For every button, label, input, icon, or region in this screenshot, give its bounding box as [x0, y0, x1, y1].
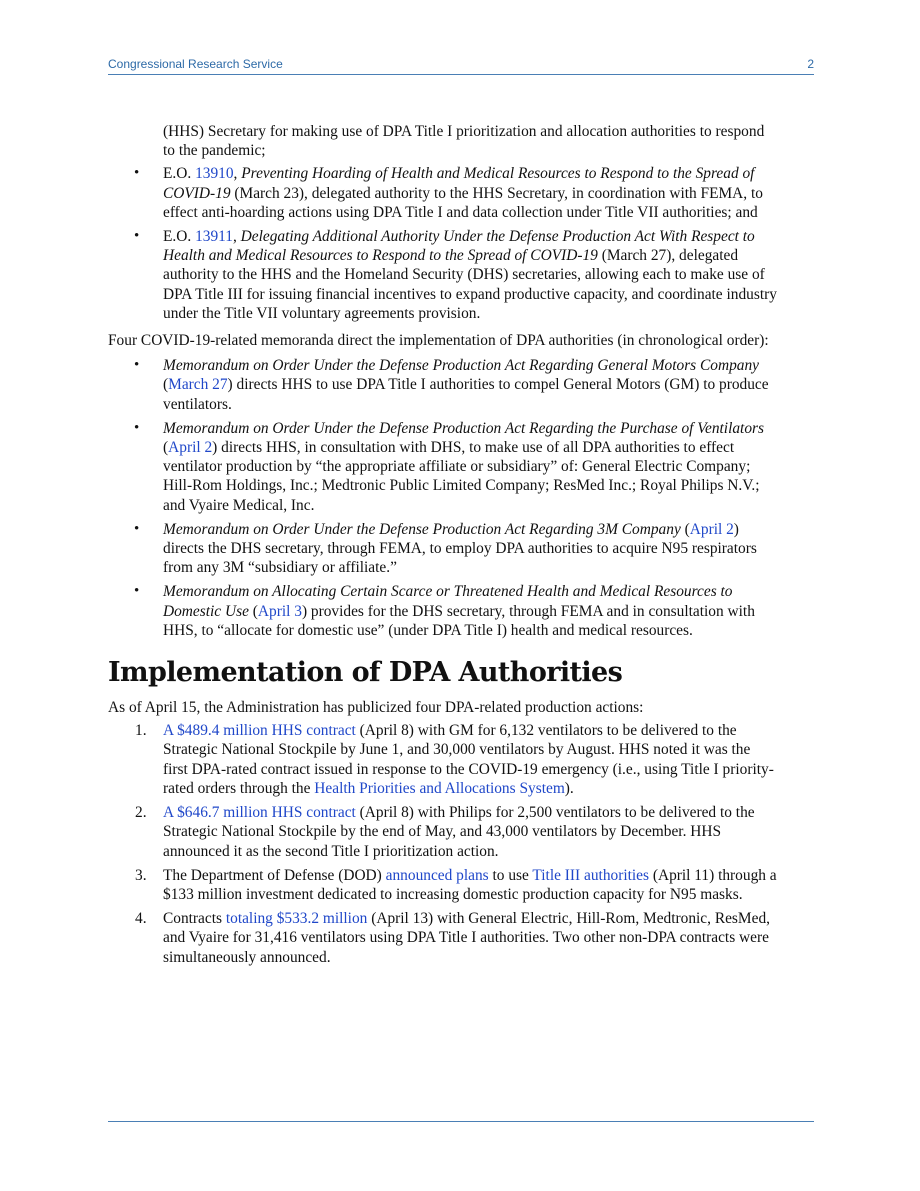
- announced-plans-link[interactable]: announced plans: [385, 866, 489, 884]
- item-number: 2.: [135, 804, 147, 822]
- memoranda-intro: Four COVID-19-related memoranda direct the implementation of DPA authorities (in chronological order):: [108, 332, 769, 350]
- item-number: 1.: [135, 722, 147, 740]
- actions-intro: As of April 15, the Administration has publicized four DPA-related production actions:: [108, 699, 644, 717]
- memoranda-list: [108, 356, 778, 640]
- list-item: • E.O. 13910, Preventing Hoarding of Health and Medical Resources to Respond to the Spread of COVID-19 (March 23), delegated authority to the HHS Secretary, in coordination with FEMA, to effect anti-hoarding actions using DPA Title I and data collection under Title VII authorities; and: [108, 164, 778, 222]
- page-number: 2: [807, 57, 814, 71]
- list-item: • Memorandum on Order Under the Defense Production Act Regarding 3M Company (April 2) directs the DHS secretary, through FEMA, to employ DPA authorities to acquire N95 respirators from any 3M “subsidiary or affiliate.”: [108, 520, 778, 578]
- philips-contract-link[interactable]: A $646.7 million HHS contract: [163, 804, 356, 822]
- title-iii-link[interactable]: Title III authorities: [532, 866, 649, 884]
- page-header: [108, 56, 814, 75]
- list-item: • Memorandum on Order Under the Defense Production Act Regarding General Motors Company (March 27) directs HHS to use DPA Title I authorities to compel General Motors (GM) to produce ventilators.: [108, 356, 778, 414]
- continued-bullet-text: (HHS) Secretary for making use of DPA Title I prioritization and allocation authorities to respond to the pandemic;: [163, 123, 765, 160]
- footer-divider: [108, 1121, 814, 1122]
- production-actions-list: [108, 721, 778, 966]
- memo-title: Memorandum on Order Under the Defense Production Act Regarding General Motors Company: [163, 357, 760, 375]
- memo-date-link[interactable]: April 3: [257, 602, 302, 620]
- item-number: 3.: [135, 866, 147, 884]
- eo-13910-link[interactable]: 13910: [195, 165, 234, 183]
- section-heading: Implementation of DPA Authorities: [108, 657, 623, 689]
- memo-title: Memorandum on Order Under the Defense Production Act Regarding 3M Company: [163, 520, 681, 538]
- list-item: • Memorandum on Order Under the Defense Production Act Regarding the Purchase of Ventilators (April 2) directs HHS, in consultation with DHS, to make use of all DPA authorities to effect ventilator production by “the appropriate affiliate or subsidiary” of: General Electric Company; Hill-Rom Holdings, Inc.; Medtronic Public Limited Company; ResMed Inc.; Royal Philips N.V.; and Vyaire Medical, Inc.: [108, 419, 778, 515]
- memo-title: Memorandum on Allocating Certain Scarce or Threatened Health and Medical Resources to Domestic Use: [163, 583, 733, 620]
- gm-contract-link[interactable]: A $489.4 million HHS contract: [163, 722, 356, 740]
- executive-order-list: [108, 164, 778, 323]
- contracts-total-link[interactable]: totaling $533.2 million: [225, 910, 368, 928]
- list-item: • E.O. 13911, Delegating Additional Authority Under the Defense Production Act With Respect to Health and Medical Resources to Respond to the Spread of COVID-19 (March 27), delegated authority to the HHS and the Homeland Security (DHS) secretaries, allowing each to make use of DPA Title III for issuing financial incentives to expand productive capacity, and coordinate industry under the Title VII voluntary agreements provision.: [108, 227, 778, 323]
- memo-date-link[interactable]: April 2: [689, 520, 734, 538]
- list-item: 1. A $489.4 million HHS contract (April 8) with GM for 6,132 ventilators to be delivered to the Strategic National Stockpile by June 1, and 30,000 ventilators by August. HHS noted it was the first DPA-rated contract issued in response to the COVID-19 emergency (i.e., using Title I priority-rated orders through the Health Priorities and Allocations System).: [135, 722, 774, 797]
- memo-title: Memorandum on Order Under the Defense Production Act Regarding the Purchase of Ventilators: [163, 419, 764, 437]
- item-number: 4.: [135, 910, 147, 928]
- list-item: • Memorandum on Allocating Certain Scarce or Threatened Health and Medical Resources to Domestic Use (April 3) provides for the DHS secretary, through FEMA and in consultation with HHS, to “allocate for domestic use” (under DPA Title I) health and medical resources.: [108, 582, 778, 640]
- hpas-link[interactable]: Health Priorities and Allocations System: [314, 779, 565, 797]
- document-body: [108, 122, 778, 972]
- list-item: 4. Contracts totaling $533.2 million (April 13) with General Electric, Hill-Rom, Medtronic, ResMed, and Vyaire for 31,416 ventilators using DPA Title I authorities. Two other non-DPA contracts were simultaneously announced.: [135, 910, 770, 966]
- header-publisher: Congressional Research Service: [108, 57, 283, 71]
- memo-date-link[interactable]: April 2: [168, 439, 213, 457]
- list-item: 3. The Department of Defense (DOD) announced plans to use Title III authorities (April 11) through a $133 million investment dedicated to increasing domestic production capacity for N95 masks.: [135, 866, 777, 903]
- eo-title: Delegating Additional Authority Under the Defense Production Act With Respect to Health and Medical Resources to Respond to the Spread of COVID-19: [163, 228, 755, 265]
- eo-title: Preventing Hoarding of Health and Medical Resources to Respond to the Spread of COVID-19: [163, 165, 755, 202]
- eo-13911-link[interactable]: 13911: [195, 228, 233, 246]
- list-item: 2. A $646.7 million HHS contract (April 8) with Philips for 2,500 ventilators to be delivered to the Strategic National Stockpile by the end of May, and 43,000 ventilators by December. HHS announced it as the second Title I prioritization action.: [135, 804, 755, 860]
- memo-date-link[interactable]: March 27: [168, 376, 228, 394]
